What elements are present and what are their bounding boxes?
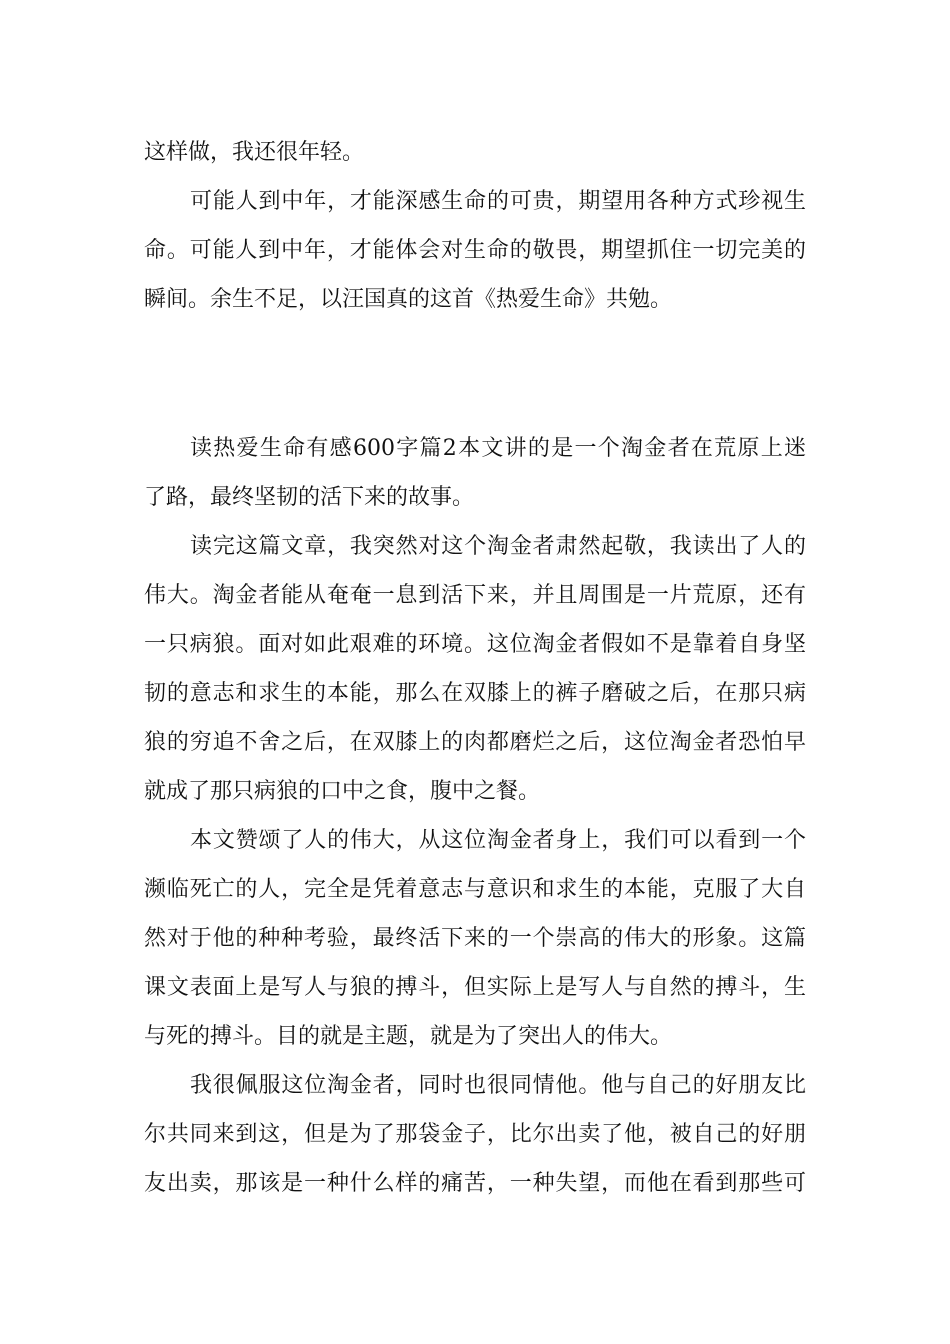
text-line: 然对于他的种种考验，最终活下来的一个崇高的伟大的形象。这篇	[144, 926, 806, 951]
text-line: 课文表面上是写人与狼的搏斗，但实际上是写人与自然的搏斗，生	[144, 975, 806, 1000]
text-line: 我很佩服这位淘金者，同时也很同情他。他与自己的好朋友比	[190, 1073, 806, 1098]
text-line: 伟大。淘金者能从奄奄一息到活下来，并且周围是一片荒原，还有	[144, 583, 806, 608]
text-line: 读热爱生命有感600字篇2本文讲的是一个淘金者在荒原上迷	[190, 436, 806, 461]
text-block-top	[144, 128, 806, 324]
text-line: 这样做，我还很年轻。	[144, 140, 365, 165]
text-block-main	[144, 424, 806, 1208]
text-line: 就成了那只病狼的口中之食，腹中之餐。	[144, 779, 541, 804]
text-line: 瞬间。余生不足，以汪国真的这首《热爱生命》共勉。	[144, 287, 673, 312]
text-line: 可能人到中年，才能深感生命的可贵，期望用各种方式珍视生	[190, 189, 806, 214]
text-line: 了路，最终坚韧的活下来的故事。	[144, 485, 475, 510]
text-line: 狼的穷追不舍之后，在双膝上的肉都磨烂之后，这位淘金者恐怕早	[144, 730, 806, 755]
text-line: 与死的搏斗。目的就是主题，就是为了突出人的伟大。	[144, 1024, 673, 1049]
text-line: 本文赞颂了人的伟大，从这位淘金者身上，我们可以看到一个	[190, 828, 806, 853]
text-line: 一只病狼。面对如此艰难的环境。这位淘金者假如不是靠着自身坚	[144, 632, 806, 657]
text-line: 韧的意志和求生的本能，那么在双膝上的裤子磨破之后，在那只病	[144, 681, 806, 706]
text-line: 读完这篇文章，我突然对这个淘金者肃然起敬，我读出了人的	[190, 534, 806, 559]
text-line: 濒临死亡的人，完全是凭着意志与意识和求生的本能，克服了大自	[144, 877, 806, 902]
text-line: 命。可能人到中年，才能体会对生命的敬畏，期望抓住一切完美的	[144, 238, 806, 263]
text-line: 尔共同来到这，但是为了那袋金子，比尔出卖了他，被自己的好朋	[144, 1122, 806, 1147]
text-line: 友出卖，那该是一种什么样的痛苦，一种失望，而他在看到那些可	[144, 1171, 806, 1196]
